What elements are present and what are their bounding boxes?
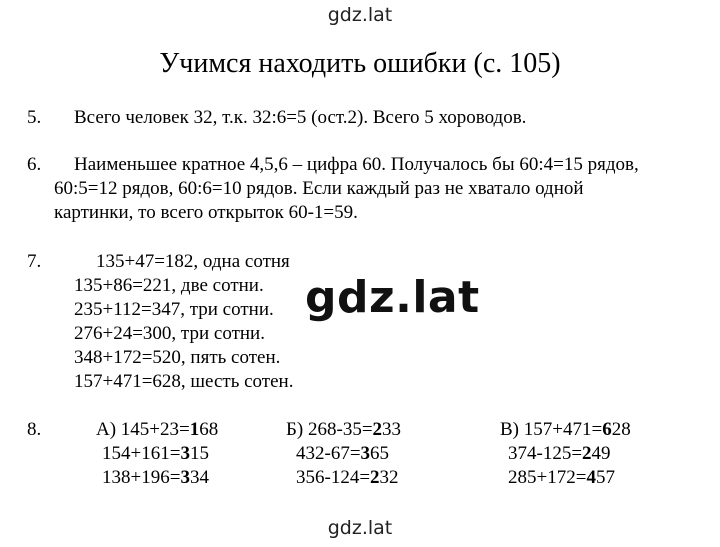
task-6-line: 60:5=12 рядов, 60:6=10 рядов. Если каждый раз не хватало одной — [54, 178, 584, 199]
task-5-number: 5. — [27, 107, 42, 128]
task-8-expression: 138+196=334 — [102, 467, 209, 488]
task-8-expression: 432-67=365 — [296, 443, 390, 464]
task-7-line: 135+86=221, две сотни. — [74, 275, 264, 296]
watermark-top: gdz.lat — [327, 4, 393, 26]
task-7-line: 348+172=520, пять сотен. — [74, 347, 281, 368]
watermark-center: gdz.lat — [305, 272, 480, 323]
task-8-expression: 154+161=315 — [102, 443, 209, 464]
task-8-expression: 285+172=457 — [508, 467, 615, 488]
watermark-bottom: gdz.lat — [327, 517, 393, 539]
task-7-line: 276+24=300, три сотни. — [74, 323, 265, 344]
task-8-expression: Б) 268-35=233 — [286, 419, 402, 440]
task-7-number: 7. — [27, 251, 42, 272]
task-8-number: 8. — [27, 419, 42, 440]
task-8-expression: А) 145+23=168 — [96, 419, 219, 440]
task-6-line: Наименьшее кратное 4,5,6 – цифра 60. Получалось бы 60:4=15 рядов, — [74, 154, 639, 175]
page-title: Учимся находить ошибки (с. 105) — [159, 48, 561, 79]
task-8-expression: 356-124=232 — [296, 467, 399, 488]
task-8-expression: 374-125=249 — [508, 443, 611, 464]
task-5-text: Всего человек 32, т.к. 32:6=5 (ост.2). Всего 5 хороводов. — [74, 107, 527, 128]
task-7-line: 135+47=182, одна сотня — [96, 251, 290, 272]
task-8-expression: В) 157+471=628 — [500, 419, 631, 440]
task-7-line: 235+112=347, три сотни. — [74, 299, 274, 320]
task-7-line: 157+471=628, шесть сотен. — [74, 371, 294, 392]
task-6-line: картинки, то всего открыток 60-1=59. — [54, 202, 358, 223]
task-6-number: 6. — [27, 154, 42, 175]
